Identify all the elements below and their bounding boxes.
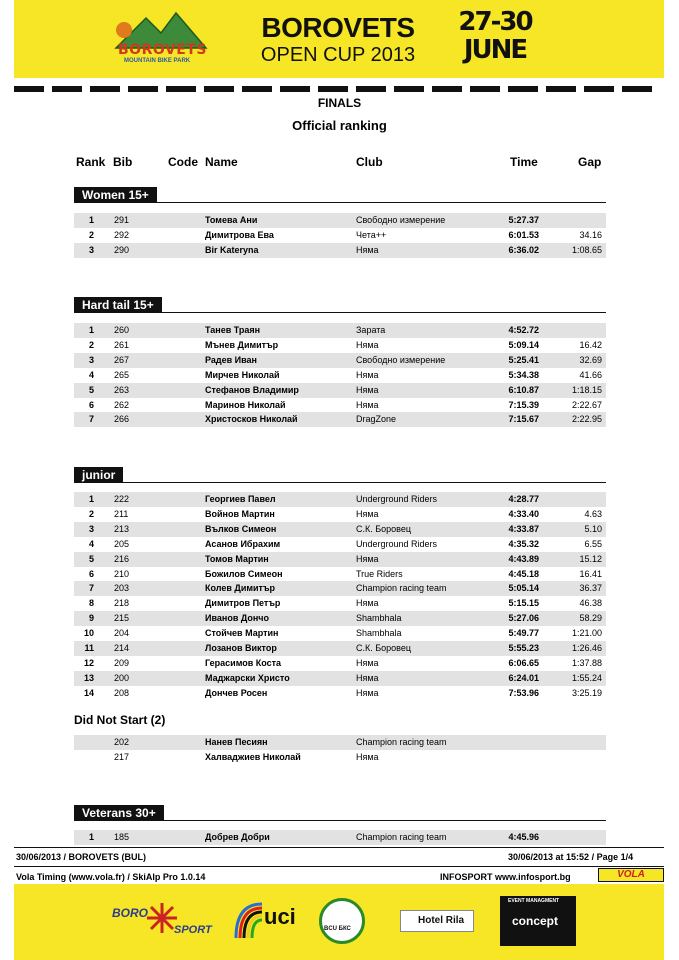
dash-segment [242, 86, 272, 92]
rank-cell: 12 [83, 658, 94, 668]
section-label: junior [74, 467, 123, 483]
bib-cell: 211 [114, 509, 129, 519]
club-cell: Shambhala [356, 628, 402, 638]
rank-cell: 1 [88, 215, 94, 225]
rank-cell: 11 [84, 643, 94, 653]
rank-cell: 8 [88, 598, 94, 608]
col-gap-header: Gap [578, 155, 602, 169]
vola-logo: VOLA [598, 868, 664, 882]
gap-cell: 1:18.15 [571, 385, 602, 395]
dash-segment [166, 86, 196, 92]
bib-cell: 263 [114, 385, 130, 395]
table-row [74, 671, 606, 686]
table-row [74, 735, 606, 750]
name-cell: Радев Иван [205, 355, 257, 365]
club-cell: Свободно измерение [356, 215, 446, 225]
bib-cell: 261 [114, 340, 130, 350]
dash-segment [432, 86, 462, 92]
club-cell: Champion racing team [356, 737, 447, 747]
hotel-rila-logo: Hotel Rila [418, 915, 465, 926]
gap-cell: 4.63 [584, 509, 602, 519]
club-cell: Няма [356, 688, 379, 698]
dash-segment [90, 86, 120, 92]
club-cell: Няма [356, 400, 379, 410]
time-cell: 4:33.87 [508, 524, 539, 534]
rank-cell: 4 [88, 370, 94, 380]
section-divider [74, 202, 606, 203]
club-cell: Чета++ [356, 230, 387, 240]
name-cell: Нанев Песиян [205, 737, 268, 747]
table-row [74, 228, 606, 243]
rank-cell: 9 [88, 613, 94, 623]
name-cell: Томов Мартин [205, 554, 269, 564]
time-cell: 4:43.89 [508, 554, 539, 564]
bib-cell: 214 [114, 643, 130, 653]
time-cell: 5:05.14 [508, 583, 539, 593]
name-cell: Димитров Петър [205, 598, 281, 608]
bib-cell: 291 [114, 215, 130, 225]
event-subtitle: OPEN CUP 2013 [260, 44, 416, 66]
col-rank-header: Rank [76, 155, 106, 169]
time-cell: 7:15.39 [508, 400, 539, 410]
name-cell: Дончев Росен [205, 688, 268, 698]
bib-cell: 215 [114, 613, 130, 623]
bib-cell: 203 [114, 583, 130, 593]
dash-segment [394, 86, 424, 92]
dash-segment [470, 86, 500, 92]
rank-cell: 14 [83, 688, 94, 698]
bib-cell: 200 [114, 673, 130, 683]
footer-rule-top [14, 847, 664, 848]
gap-cell: 34.16 [579, 230, 602, 240]
time-cell: 5:27.37 [508, 215, 539, 225]
name-cell: Георгиев Павел [205, 494, 276, 504]
gap-cell: 1:08.65 [571, 245, 602, 255]
dash-segment [280, 86, 310, 92]
table-row [74, 656, 606, 671]
bib-cell: 204 [114, 628, 130, 638]
club-cell: DragZone [356, 414, 397, 424]
table-row [74, 596, 606, 611]
name-cell: Халваджиев Николай [205, 752, 301, 762]
rank-cell: 5 [88, 385, 94, 395]
gap-cell: 2:22.67 [571, 400, 602, 410]
bib-cell: 205 [114, 539, 130, 549]
rank-cell: 2 [88, 509, 94, 519]
club-cell: Underground Riders [356, 539, 438, 549]
section-divider [74, 482, 606, 483]
bib-cell: 292 [114, 230, 130, 240]
table-row [74, 626, 606, 641]
header-dash-divider [14, 86, 664, 92]
table-row [74, 492, 606, 507]
bib-cell: 266 [114, 414, 130, 424]
boro-sport-star-icon [142, 898, 182, 938]
club-cell: True Riders [356, 569, 403, 579]
name-cell: Стефанов Владимир [205, 385, 299, 395]
gap-cell: 32.69 [579, 355, 602, 365]
gap-cell: 2:22.95 [571, 414, 602, 424]
dash-segment [318, 86, 348, 92]
section-label: Women 15+ [74, 187, 157, 203]
time-cell: 6:10.87 [508, 385, 539, 395]
bcu-logo-icon [319, 898, 365, 944]
rank-cell: 4 [88, 539, 94, 549]
section-divider [74, 312, 606, 313]
name-cell: Мънев Димитър [205, 340, 279, 350]
club-cell: Зарата [356, 325, 386, 335]
club-cell: Няма [356, 509, 379, 519]
col-bib-header: Bib [113, 155, 133, 169]
bib-cell: 218 [114, 598, 130, 608]
name-cell: Лозанов Виктор [205, 643, 277, 653]
name-cell: Bir Kateryna [205, 245, 259, 255]
name-cell: Томева Ани [205, 215, 258, 225]
bib-cell: 210 [114, 569, 130, 579]
table-row [74, 338, 606, 353]
rank-cell: 2 [88, 230, 94, 240]
dash-segment [204, 86, 234, 92]
did-not-start-label: Did Not Start (2) [74, 713, 166, 727]
event-title: BOROVETS [261, 12, 415, 43]
time-cell: 5:55.23 [508, 643, 539, 653]
dash-segment [508, 86, 538, 92]
table-row [74, 581, 606, 596]
time-cell: 6:36.02 [508, 245, 539, 255]
event-management-label: EVENT MANAGMENT [508, 898, 560, 904]
section-label: Hard tail 15+ [74, 297, 162, 313]
club-cell: Няма [356, 245, 379, 255]
club-cell: Shambhala [356, 613, 402, 623]
time-cell: 4:45.96 [508, 832, 539, 842]
club-cell: Champion racing team [356, 832, 447, 842]
dash-segment [546, 86, 576, 92]
gap-cell: 58.29 [579, 613, 602, 623]
official-ranking-heading: Official ranking [292, 118, 387, 133]
rank-cell: 3 [88, 245, 94, 255]
table-row [74, 686, 606, 701]
dash-segment [128, 86, 158, 92]
table-row [74, 750, 606, 765]
concept-logo: concept [512, 914, 559, 928]
table-row [74, 611, 606, 626]
name-cell: Добрев Добри [205, 832, 270, 842]
club-cell: Underground Riders [356, 494, 438, 504]
table-row [74, 383, 606, 398]
gap-cell: 16.41 [579, 569, 602, 579]
gap-cell: 1:21.00 [571, 628, 602, 638]
dash-segment [356, 86, 386, 92]
gap-cell: 41.66 [579, 370, 602, 380]
event-month: JUNE [463, 35, 527, 65]
name-cell: Мирчев Николай [205, 370, 280, 380]
name-cell: Божилов Симеон [205, 569, 283, 579]
rank-cell: 6 [88, 400, 94, 410]
table-row [74, 368, 606, 383]
table-row [74, 412, 606, 427]
bib-cell: 260 [114, 325, 130, 335]
table-row [74, 641, 606, 656]
bib-cell: 290 [114, 245, 130, 255]
bib-cell: 217 [114, 752, 130, 762]
rank-cell: 2 [88, 340, 94, 350]
logo-subtitle: MOUNTAIN BIKE PARK [124, 58, 191, 64]
table-row [74, 537, 606, 552]
rank-cell: 7 [88, 583, 94, 593]
bcu-logo-text: BCU БКС [324, 926, 351, 932]
time-cell: 6:06.65 [508, 658, 539, 668]
sponsor-band [14, 884, 664, 960]
table-row [74, 398, 606, 413]
club-cell: Няма [356, 385, 379, 395]
club-cell: Няма [356, 658, 379, 668]
club-cell: Champion racing team [356, 583, 447, 593]
bib-cell: 267 [114, 355, 130, 365]
rank-cell: 1 [88, 494, 94, 504]
gap-cell: 3:25.19 [571, 688, 602, 698]
footer-rule-mid [14, 866, 664, 867]
footer-date-location: 30/06/2013 / BOROVETS (BUL) [16, 852, 147, 862]
name-cell: Димитрова Ева [205, 230, 274, 240]
time-cell: 6:01.53 [508, 230, 539, 240]
table-row [74, 243, 606, 258]
rank-cell: 1 [88, 325, 94, 335]
gap-cell: 16.42 [579, 340, 602, 350]
dash-segment [14, 86, 44, 92]
gap-cell: 15.12 [579, 554, 602, 564]
club-cell: Свободно измерение [356, 355, 446, 365]
time-cell: 7:15.67 [508, 414, 539, 424]
name-cell: Вълков Симеон [205, 524, 277, 534]
section-divider [74, 820, 606, 821]
table-row [74, 552, 606, 567]
footer-infosport-link[interactable]: INFOSPORT www.infosport.bg [440, 872, 571, 882]
name-cell: Колев Димитър [205, 583, 276, 593]
club-cell: С.К. Боровец [356, 643, 412, 653]
event-dates [455, 8, 535, 64]
club-cell: Няма [356, 340, 379, 350]
gap-cell: 1:26.46 [571, 643, 602, 653]
col-code-header: Code [168, 155, 198, 169]
name-cell: Асанов Ибрахим [205, 539, 281, 549]
col-time-header: Time [510, 155, 538, 169]
bib-cell: 208 [114, 688, 130, 698]
event-days: 27-30 [458, 7, 532, 37]
club-cell: Няма [356, 370, 379, 380]
rank-cell: 5 [88, 554, 94, 564]
uci-logo: uci [264, 904, 296, 929]
name-cell: Стойчев Мартин [205, 628, 279, 638]
rank-cell: 6 [88, 569, 94, 579]
table-row [74, 830, 606, 845]
gap-cell: 5.10 [584, 524, 602, 534]
boro-sport-logo-part1: BORO [112, 906, 148, 920]
table-row [74, 522, 606, 537]
time-cell: 7:53.96 [508, 688, 539, 698]
rank-cell: 10 [83, 628, 94, 638]
club-cell: Няма [356, 554, 379, 564]
time-cell: 5:27.06 [508, 613, 539, 623]
gap-cell: 1:55.24 [571, 673, 602, 683]
footer-page-info: 30/06/2013 at 15:52 / Page 1/4 [508, 852, 634, 862]
club-cell: Няма [356, 752, 379, 762]
bib-cell: 216 [114, 554, 130, 564]
dash-segment [622, 86, 652, 92]
name-cell: Танев Траян [205, 325, 261, 335]
time-cell: 4:45.18 [508, 569, 539, 579]
time-cell: 6:24.01 [508, 673, 539, 683]
rank-cell: 1 [88, 832, 94, 842]
club-cell: Няма [356, 598, 379, 608]
gap-cell: 36.37 [579, 583, 602, 593]
club-cell: Няма [356, 673, 379, 683]
rank-cell: 3 [88, 355, 94, 365]
bib-cell: 209 [114, 658, 130, 668]
logo-name: BOROVETS [118, 42, 207, 58]
dash-segment [584, 86, 614, 92]
table-row [74, 507, 606, 522]
name-cell: Иванов Дончо [205, 613, 270, 623]
table-row [74, 353, 606, 368]
bib-cell: 185 [114, 832, 130, 842]
dash-segment [52, 86, 82, 92]
name-cell: Христосков Николай [205, 414, 298, 424]
time-cell: 5:34.38 [508, 370, 539, 380]
finals-heading: FINALS [317, 96, 362, 110]
time-cell: 4:33.40 [508, 509, 539, 519]
time-cell: 4:52.72 [508, 325, 539, 335]
col-club-header: Club [356, 155, 383, 169]
table-row [74, 567, 606, 582]
name-cell: Войнов Мартин [205, 509, 275, 519]
rank-cell: 7 [88, 414, 94, 424]
time-cell: 4:35.32 [508, 539, 539, 549]
table-row [74, 213, 606, 228]
time-cell: 5:09.14 [508, 340, 539, 350]
gap-cell: 6.55 [584, 539, 602, 549]
time-cell: 5:25.41 [508, 355, 539, 365]
section-label: Veterans 30+ [74, 805, 164, 821]
rank-cell: 13 [83, 673, 94, 683]
bib-cell: 213 [114, 524, 130, 534]
footer-timing-credit: Vola Timing (www.vola.fr) / SkiAlp Pro 1.0.14 [16, 872, 206, 882]
bib-cell: 202 [114, 737, 130, 747]
bib-cell: 222 [114, 494, 130, 504]
time-cell: 4:28.77 [508, 494, 539, 504]
name-cell: Герасимов Коста [205, 658, 282, 668]
time-cell: 5:49.77 [508, 628, 539, 638]
name-cell: Маджарски Христо [205, 673, 290, 683]
rank-cell: 3 [88, 524, 94, 534]
col-name-header: Name [205, 155, 238, 169]
club-cell: С.К. Боровец [356, 524, 412, 534]
time-cell: 5:15.15 [508, 598, 539, 608]
gap-cell: 1:37.88 [571, 658, 602, 668]
name-cell: Маринов Николай [205, 400, 286, 410]
boro-sport-logo-part2: SPORT [174, 924, 212, 936]
table-row [74, 323, 606, 338]
bib-cell: 262 [114, 400, 130, 410]
bib-cell: 265 [114, 370, 130, 380]
gap-cell: 46.38 [579, 598, 602, 608]
